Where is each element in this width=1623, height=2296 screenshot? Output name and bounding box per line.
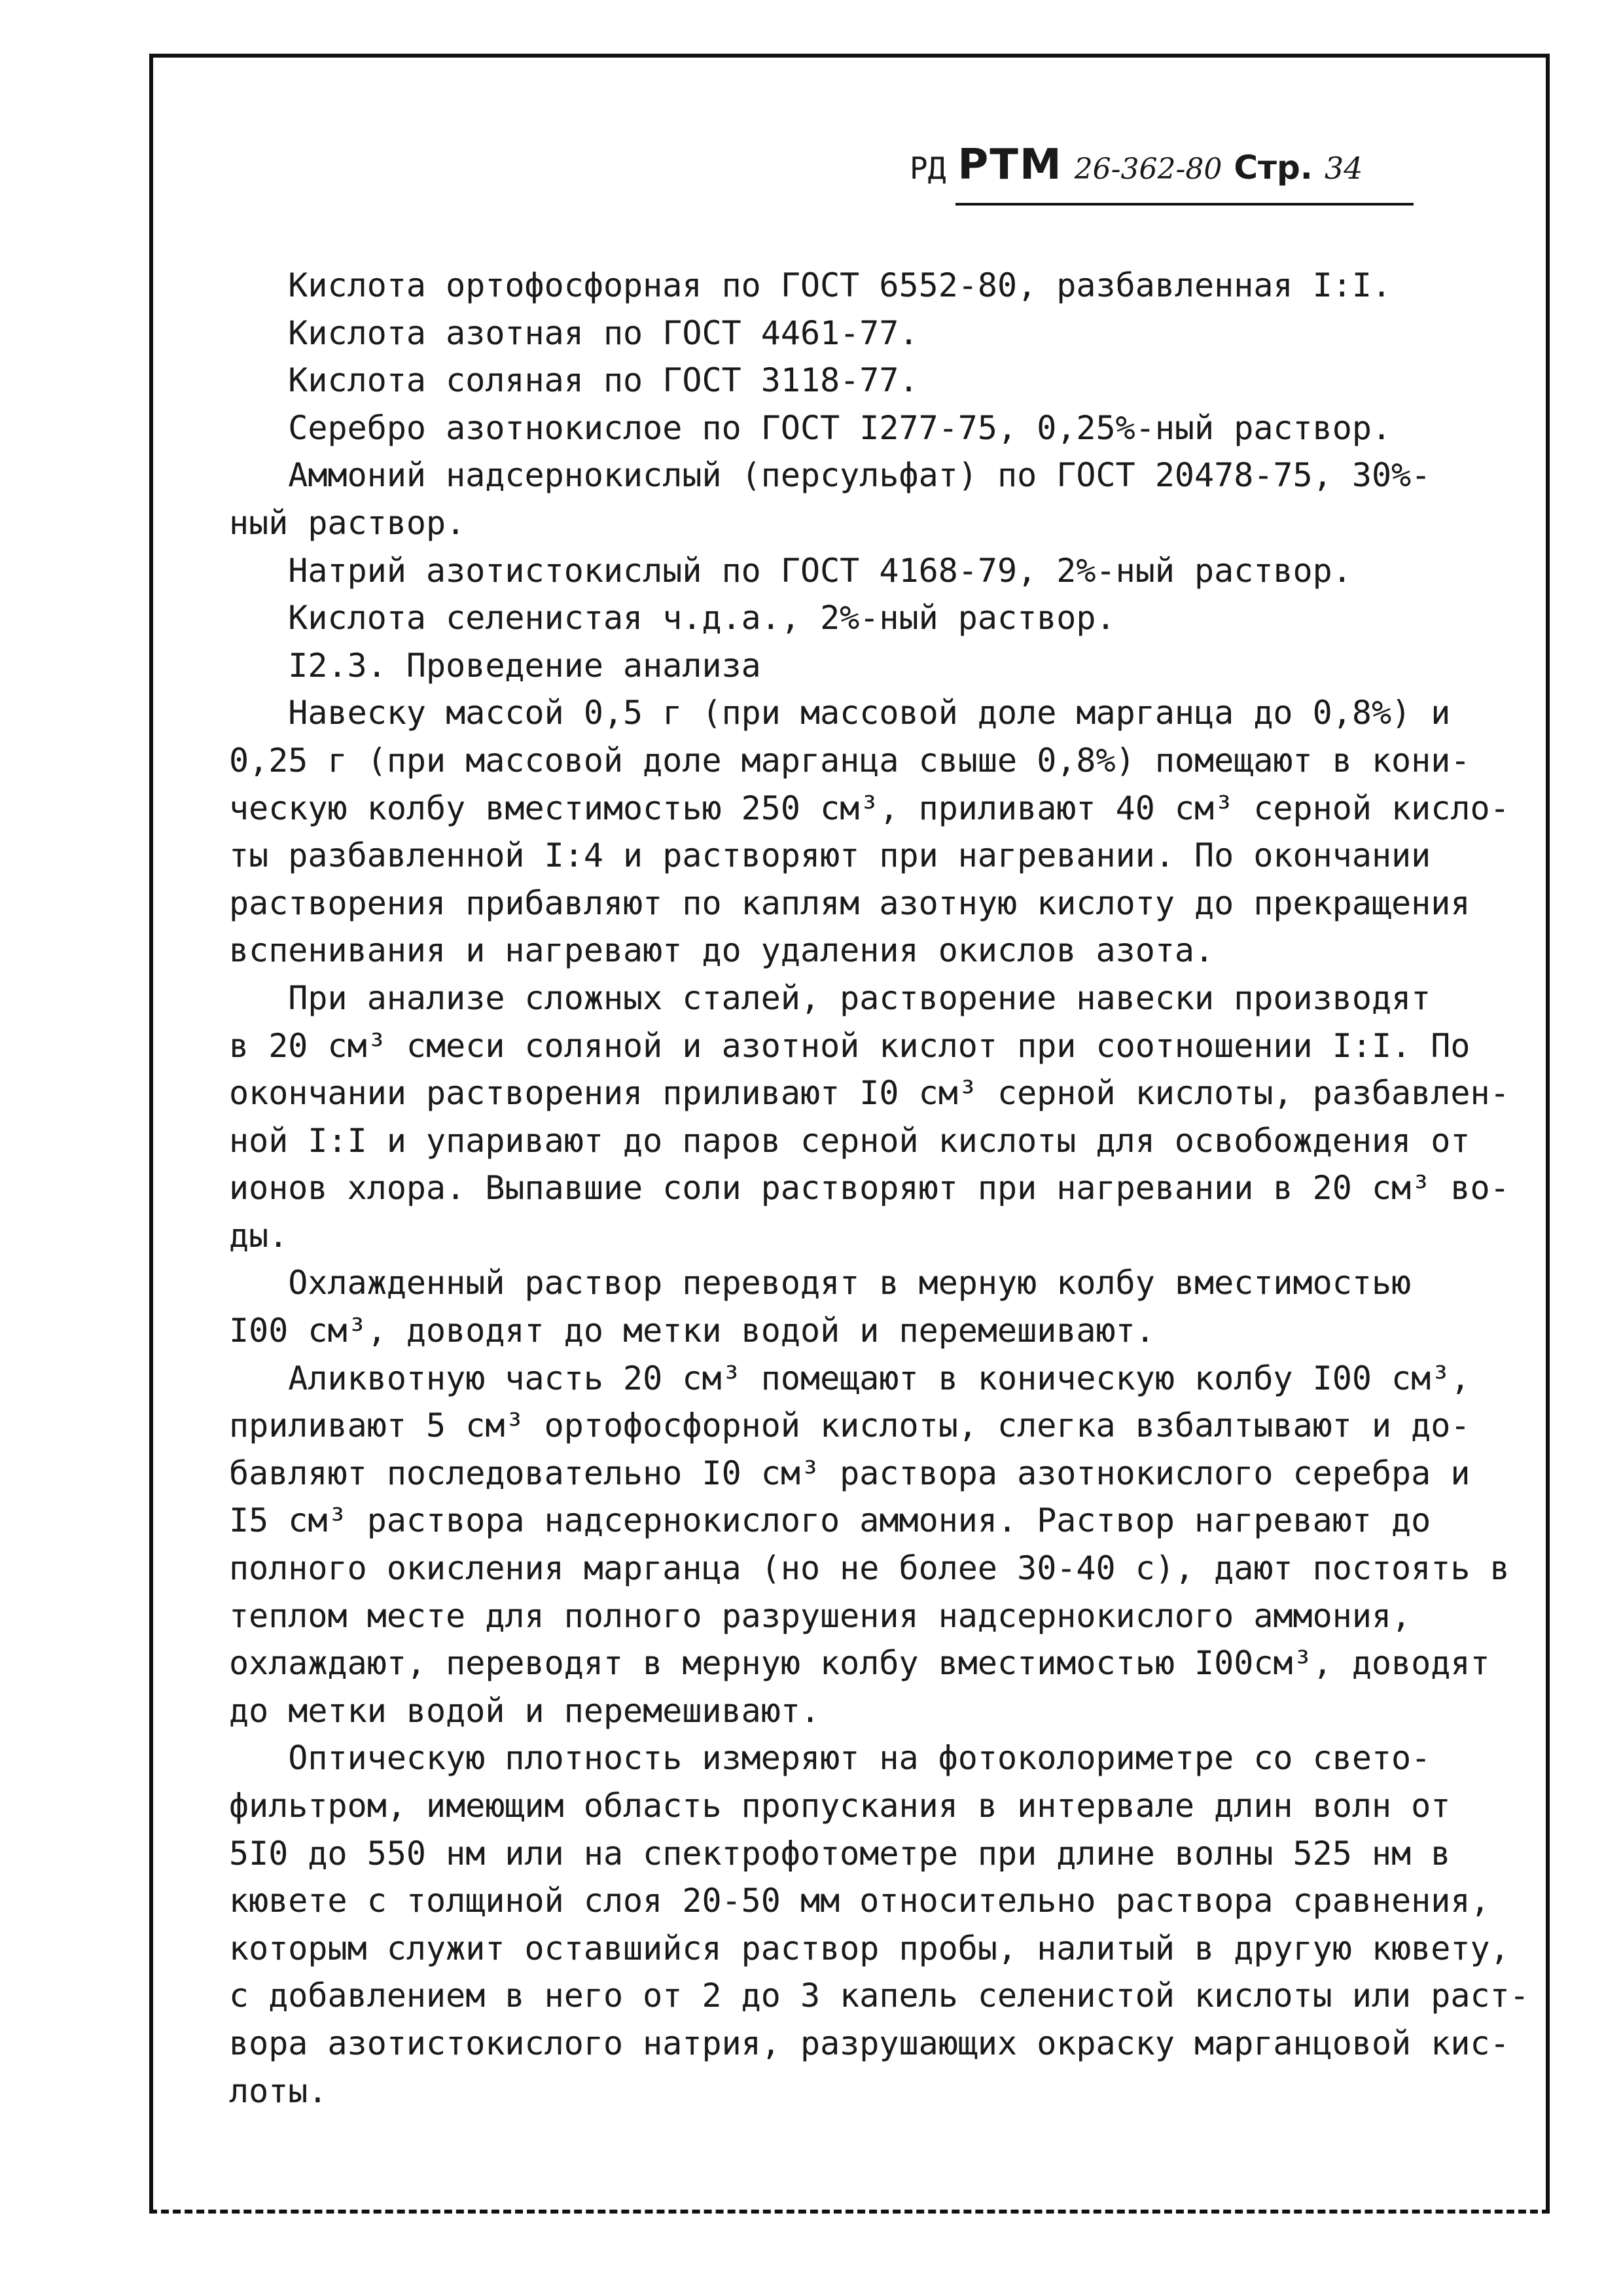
text-line: Кислота ортофосфорная по ГОСТ 6552-80, разбавленная I:I. — [229, 266, 1392, 304]
text-line: до метки водой и перемешивают. — [229, 1691, 821, 1730]
text-line: охлаждают, переводят в мерную колбу вместимостью I00см³, доводят — [229, 1644, 1490, 1683]
text-line: полного окисления марганца (но не более 30-40 с), дают постоять в — [229, 1549, 1510, 1588]
text-line: Натрий азотистокислый по ГОСТ 4168-79, 2%-ный раствор. — [229, 551, 1352, 590]
section-heading: I2.3. Проведение анализа — [229, 646, 761, 685]
document-header — [910, 141, 1499, 213]
text-line: кювете с толщиной слоя 20-50 мм относительно раствора сравнения, — [229, 1882, 1490, 1920]
text-line: лоты. — [229, 2072, 328, 2110]
text-line: Охлажденный раствор переводят в мерную колбу вместимостью — [229, 1264, 1412, 1302]
text-line: ты разбавленной I:4 и растворяют при нагревании. По окончании — [229, 836, 1431, 875]
doc-type-rtm: РТМ — [957, 141, 1063, 189]
text-line: 5I0 до 550 нм или на спектрофотометре при длине волны 525 нм в — [229, 1834, 1451, 1873]
text-line: Аликвотную часть 20 см³ помещают в коническую колбу I00 см³, — [229, 1359, 1471, 1397]
text-line: 0,25 г (при массовой доле марганца свыше 0,8%) помещают в кони- — [229, 741, 1471, 780]
text-line: ной I:I и упаривают до паров серной кислоты для освобождения от — [229, 1121, 1471, 1160]
header-underline — [955, 203, 1414, 206]
text-line: в 20 см³ смеси соляной и азотной кислот при соотношении I:I. По — [229, 1026, 1471, 1065]
page-number: 34 — [1324, 151, 1363, 186]
text-line: растворения прибавляют по каплям азотную кислоту до прекращения — [229, 884, 1471, 922]
text-line: ионов хлора. Выпавшие соли растворяют при нагревании в 20 см³ во- — [229, 1169, 1510, 1208]
text-line: теплом месте для полного разрушения надсернокислого аммония, — [229, 1596, 1412, 1635]
text-line: ный раствор. — [229, 503, 466, 542]
text-line: Кислота соляная по ГОСТ 3118-77. — [229, 361, 919, 400]
text-line: При анализе сложных сталей, растворение навески производят — [229, 978, 1431, 1017]
text-line: Кислота селенистая ч.д.а., 2%-ный раствор. — [229, 599, 1116, 637]
text-line: Серебро азотнокислое по ГОСТ I277-75, 0,25%-ный раствор. — [229, 408, 1392, 447]
text-line: I00 см³, доводят до метки водой и перемешивают. — [229, 1312, 1155, 1350]
text-line: ческую колбу вместимостью 250 см³, приливают 40 см³ серной кисло- — [229, 789, 1510, 827]
text-line: ды. — [229, 1216, 289, 1255]
text-line: I5 см³ раствора надсернокислого аммония. Раствор нагревают до — [229, 1501, 1431, 1540]
text-line: Навеску массой 0,5 г (при массовой доле марганца до 0,8%) и — [229, 694, 1451, 732]
text-line: бавляют последовательно I0 см³ раствора азотнокислого серебра и — [229, 1454, 1471, 1492]
text-line: приливают 5 см³ ортофосфорной кислоты, слегка взбалтывают и до- — [229, 1407, 1471, 1445]
text-line: Аммоний надсернокислый (персульфат) по ГОСТ 20478-75, 30%- — [229, 456, 1431, 495]
document-body — [229, 262, 1531, 2115]
text-line: Кислота азотная по ГОСТ 4461-77. — [229, 314, 919, 352]
text-line: вспенивания и нагревают до удаления окислов азота. — [229, 931, 1215, 970]
text-line: Оптическую плотность измеряют на фотоколориметре со свето- — [229, 1739, 1431, 1778]
text-line: с добавлением в него от 2 до 3 капель селенистой кислоты или раст- — [229, 1977, 1529, 2015]
text-line: фильтром, имеющим область пропускания в интервале длин волн от — [229, 1787, 1451, 1825]
text-line: вора азотистокислого натрия, разрушающих окраску марганцовой кис- — [229, 2024, 1510, 2062]
doc-number: 26-362-80 — [1074, 152, 1222, 186]
page-label: Стр. — [1234, 149, 1313, 187]
text-line: окончании растворения приливают I0 см³ серной кислоты, разбавлен- — [229, 1074, 1510, 1113]
text-line: которым служит оставшийся раствор пробы, налитый в другую кювету, — [229, 1929, 1510, 1967]
doc-type-prefix: РД — [910, 151, 946, 186]
